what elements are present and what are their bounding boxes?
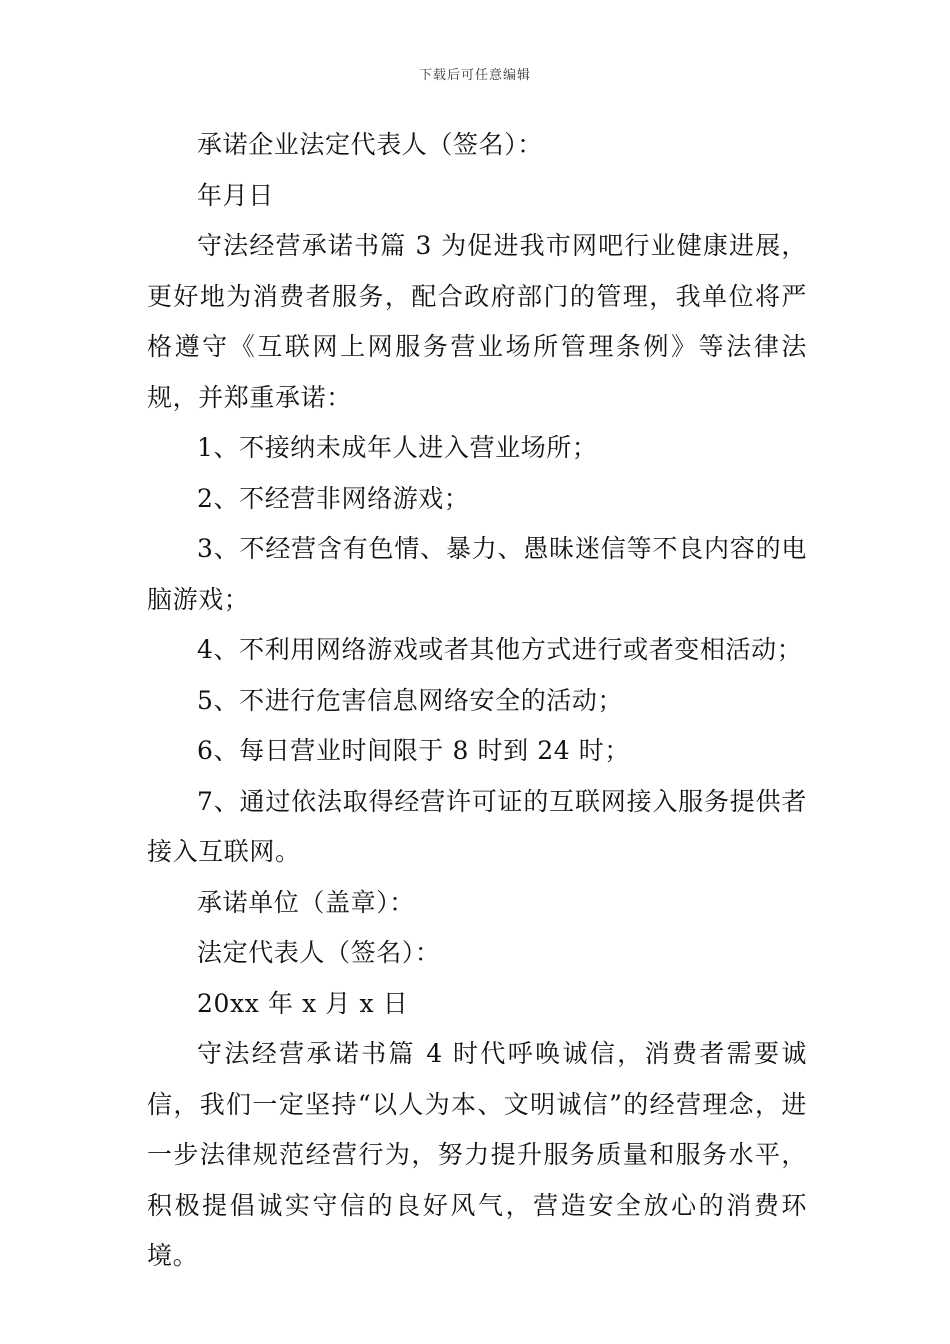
pledge-item-1: 1、不接纳未成年人进入营业场所； xyxy=(197,433,598,462)
page-header-note: 下载后可任意编辑 xyxy=(418,68,531,83)
signature-line-legal-rep-2: 法定代表人（签名）： xyxy=(197,938,441,967)
pledge-item-5: 5、不进行危害信息网络安全的活动； xyxy=(197,685,624,715)
date-line-2: 20xx 年 x 月 x 日 xyxy=(197,988,409,1018)
section-4-intro: 守法经营承诺书篇 4 时代呼唤诚信，消费者需要诚信，我们一定坚持“以人为本、文明诚信”的经营理念，进一步法律规范经营行为，努力提升服务质量和服务水平，积极提倡诚实守信的良好风气，营造安全放心的消费环境。 xyxy=(147,1039,807,1270)
pledge-item-4: 4、不利用网络游戏或者其他方式进行或者变相活动； xyxy=(197,635,803,664)
document-body xyxy=(147,120,807,1282)
date-line: 年月日 xyxy=(197,180,274,210)
pledge-item-7: 7、通过依法取得经营许可证的互联网接入服务提供者接入互联网。 xyxy=(147,786,807,866)
signature-line-legal-rep: 承诺企业法定代表人（签名）： xyxy=(197,130,543,159)
section-3-intro: 守法经营承诺书篇 3 为促进我市网吧行业健康进展，更好地为消费者服务，配合政府部门的管理，我单位将严格遵守《互联网上网服务营业场所管理条例》等法律法规，并郑重承诺： xyxy=(147,231,807,412)
pledge-item-6: 6、每日营业时间限于 8 时到 24 时； xyxy=(197,736,631,765)
pledge-item-3: 3、不经营含有色情、暴力、愚昧迷信等不良内容的电脑游戏； xyxy=(147,534,807,614)
pledge-item-2: 2、不经营非网络游戏； xyxy=(197,483,470,513)
signature-line-unit-seal: 承诺单位（盖章）： xyxy=(197,887,415,917)
